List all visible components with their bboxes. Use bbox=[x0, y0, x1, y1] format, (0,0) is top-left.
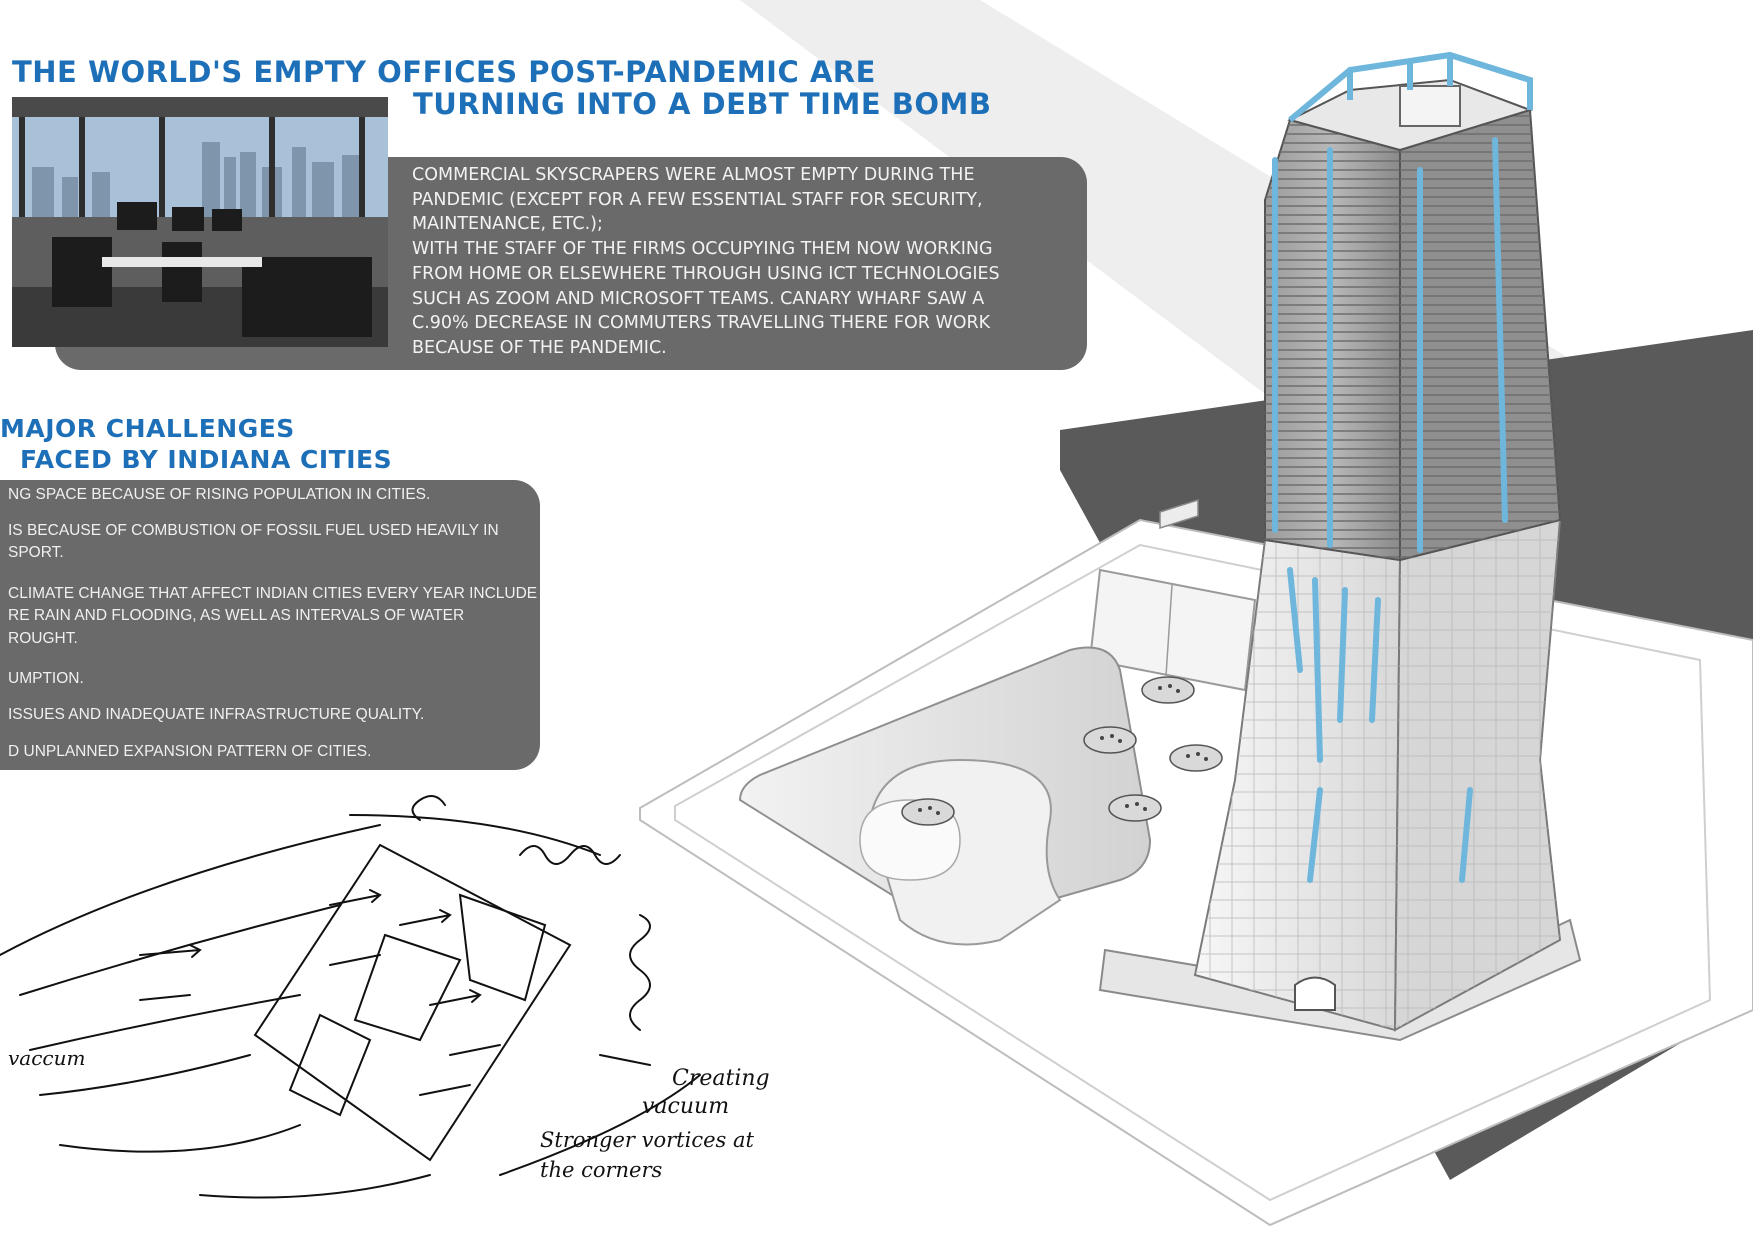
office-line: C.90% DECREASE IN COMMUTERS TRAVELLING THERE FOR WORK bbox=[412, 313, 991, 334]
challenges-title-line-1: MAJOR CHALLENGES bbox=[0, 414, 295, 443]
sketch-note-vortices-1: Stronger vortices at bbox=[540, 1128, 754, 1152]
challenge-item: UMPTION. bbox=[8, 670, 84, 687]
roof-plant-box bbox=[1400, 86, 1460, 126]
sketch-note-vortices-2: the corners bbox=[540, 1158, 663, 1182]
office-line: COMMERCIAL SKYSCRAPERS WERE ALMOST EMPTY DURING THE bbox=[412, 165, 975, 185]
challenges-title-line-2: FACED BY INDIANA CITIES bbox=[20, 445, 393, 474]
challenge-item: IS BECAUSE OF COMBUSTION OF FOSSIL FUEL USED HEAVILY IN bbox=[8, 522, 499, 539]
office-line: MAINTENANCE, ETC.); bbox=[412, 214, 603, 235]
challenge-item: NG SPACE BECAUSE OF RISING POPULATION IN CITIES. bbox=[8, 486, 431, 503]
challenge-item: SPORT. bbox=[8, 544, 64, 561]
sketch-note-left: vaccum bbox=[8, 1046, 86, 1070]
challenge-item: ROUGHT. bbox=[8, 630, 78, 647]
challenge-item: RE RAIN AND FLOODING, AS WELL AS INTERVALS OF WATER bbox=[8, 607, 465, 624]
tower-entrance bbox=[1295, 978, 1335, 1011]
headline-line-1: THE WORLD'S EMPTY OFFICES POST-PANDEMIC ARE bbox=[12, 55, 876, 89]
office-line: PANDEMIC (EXCEPT FOR A FEW ESSENTIAL STAFF FOR SECURITY, bbox=[412, 189, 983, 210]
sketch-site-outline bbox=[255, 845, 570, 1160]
office-line: BECAUSE OF THE PANDEMIC. bbox=[412, 337, 667, 358]
office-line: SUCH AS ZOOM AND MICROSOFT TEAMS. CANARY WHARF SAW A bbox=[412, 288, 985, 309]
office-line: FROM HOME OR ELSEWHERE THROUGH USING ICT TECHNOLOGIES bbox=[412, 263, 1000, 284]
wind-flow-sketch bbox=[0, 795, 800, 1235]
challenge-item: D UNPLANNED EXPANSION PATTERN OF CITIES. bbox=[8, 743, 372, 760]
challenges-list bbox=[0, 0, 540, 800]
sketch-note-vacuum-2: vacuum bbox=[642, 1094, 730, 1119]
challenge-item: CLIMATE CHANGE THAT AFFECT INDIAN CITIES EVERY YEAR INCLUDE bbox=[8, 585, 538, 602]
challenge-item: ISSUES AND INADEQUATE INFRASTRUCTURE QUALITY. bbox=[8, 706, 425, 723]
office-line: WITH THE STAFF OF THE FIRMS OCCUPYING THEM NOW WORKING bbox=[412, 239, 993, 260]
headline-line-2: TURNING INTO A DEBT TIME BOMB bbox=[413, 87, 992, 121]
sketch-note-vacuum-1: Creating bbox=[672, 1066, 770, 1091]
